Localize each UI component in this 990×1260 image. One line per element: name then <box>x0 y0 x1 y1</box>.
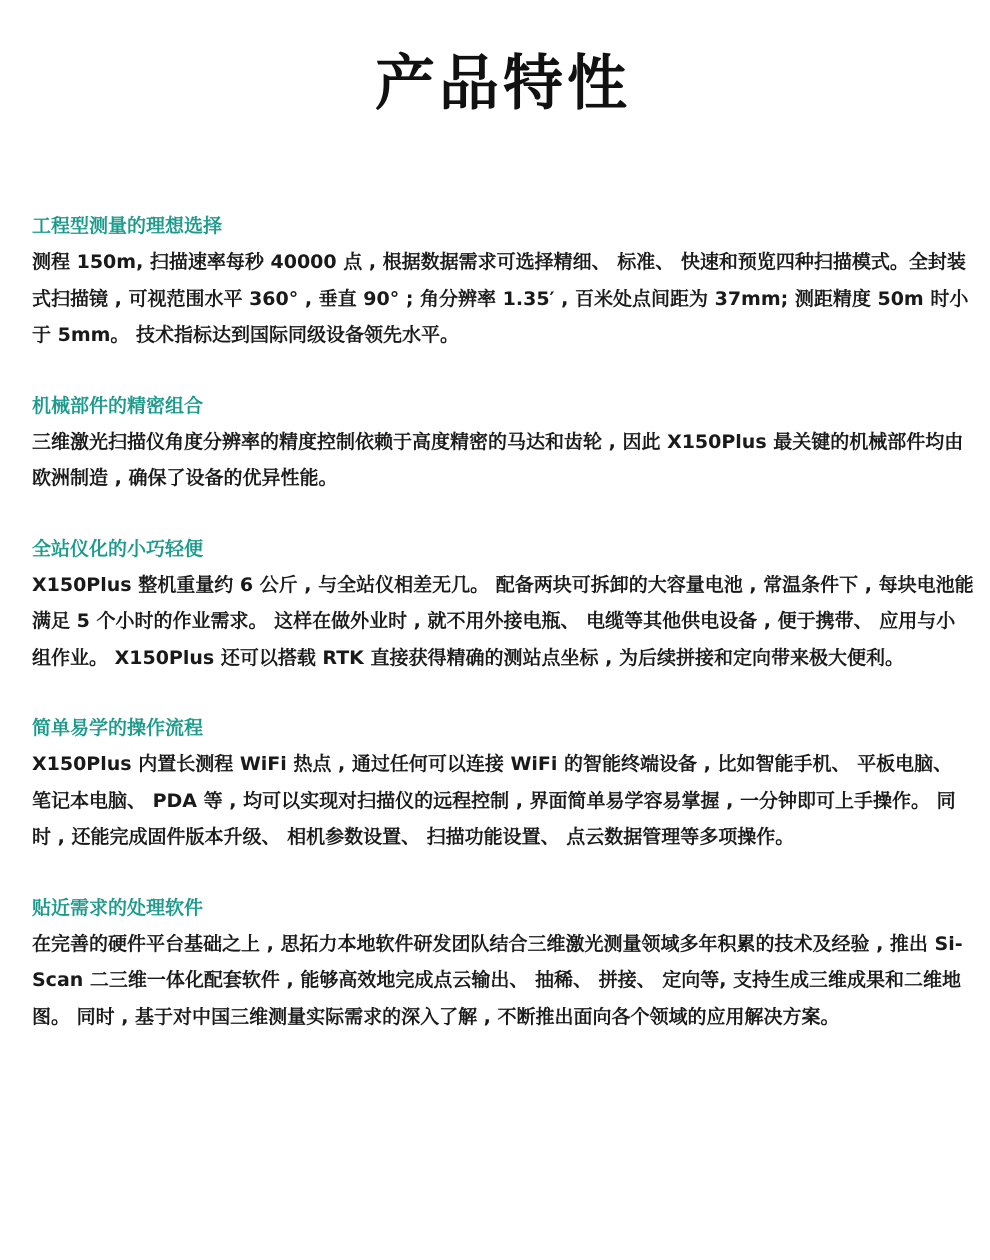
section-body: 三维激光扫描仪角度分辨率的精度控制依赖于高度精密的马达和齿轮 , 因此 X150Plus 最关键的机械部件均由欧洲制造 , 确保了设备的优异性能。 <box>32 430 964 489</box>
feature-section-portable <box>32 535 974 677</box>
section-body: X150Plus 整机重量约 6 公斤 , 与全站仪相差无几。 配备两块可拆卸的大容量电池 , 常温条件下 , 每块电池能满足 5 个小时的作业需求。 这样在做外业时 , 就不用外接电瓶、 电缆等其他供电设备 , 便于携带、 应用与小组作业。 X150Plus 还可以搭载 RTK 直接获得精确的测站点坐标 , 为后续拼接和定向带来极大便利。 <box>32 573 974 669</box>
feature-section-engineering <box>32 212 974 354</box>
section-heading: 全站仪化的小巧轻便 <box>32 537 204 560</box>
feature-section-mechanical <box>32 392 974 497</box>
page-title: 产品特性 <box>375 49 631 119</box>
feature-section-software <box>32 894 974 1036</box>
section-body: X150Plus 内置长测程 WiFi 热点 , 通过任何可以连接 WiFi 的智能终端设备 , 比如智能手机、 平板电脑、 笔记本电脑、 PDA 等 , 均可以实现对扫描仪的远程控制 , 界面简单易学容易掌握 , 一分钟即可上手操作。 同时 , 还能完成固件版本升级、 相机参数设置、 扫描功能设置、 点云数据管理等多项操作。 <box>32 753 956 848</box>
section-heading: 简单易学的操作流程 <box>32 717 204 739</box>
section-heading: 机械部件的精密组合 <box>32 394 204 417</box>
section-heading: 工程型测量的理想选择 <box>32 215 223 237</box>
section-heading: 贴近需求的处理软件 <box>32 896 204 919</box>
feature-sections <box>32 212 974 1035</box>
section-body: 测程 150m, 扫描速率每秒 40000 点 , 根据数据需求可选择精细、 标准、 快速和预览四种扫描模式。全封装式扫描镜 , 可视范围水平 360° , 垂直 90° ; 角分辨率 1.35′ , 百米处点间距为 37mm; 测距精度 50m 时小于 5mm。 技术指标达到国际同级设备领先水平。 <box>32 251 969 346</box>
section-body: 在完善的硬件平台基础之上 , 思拓力本地软件研发团队结合三维激光测量领域多年积累的技术及经验 , 推出 Si- Scan 二三维一体化配套软件 , 能够高效地完成点云输出、 抽稀、 拼接、 定向等, 支持生成三维成果和二维地图。 同时 , 基于对中国三维测量实际需求的深入了解 , 不断推出面向各个领域的应用解决方案。 <box>32 932 963 1028</box>
feature-section-operation <box>32 714 974 856</box>
